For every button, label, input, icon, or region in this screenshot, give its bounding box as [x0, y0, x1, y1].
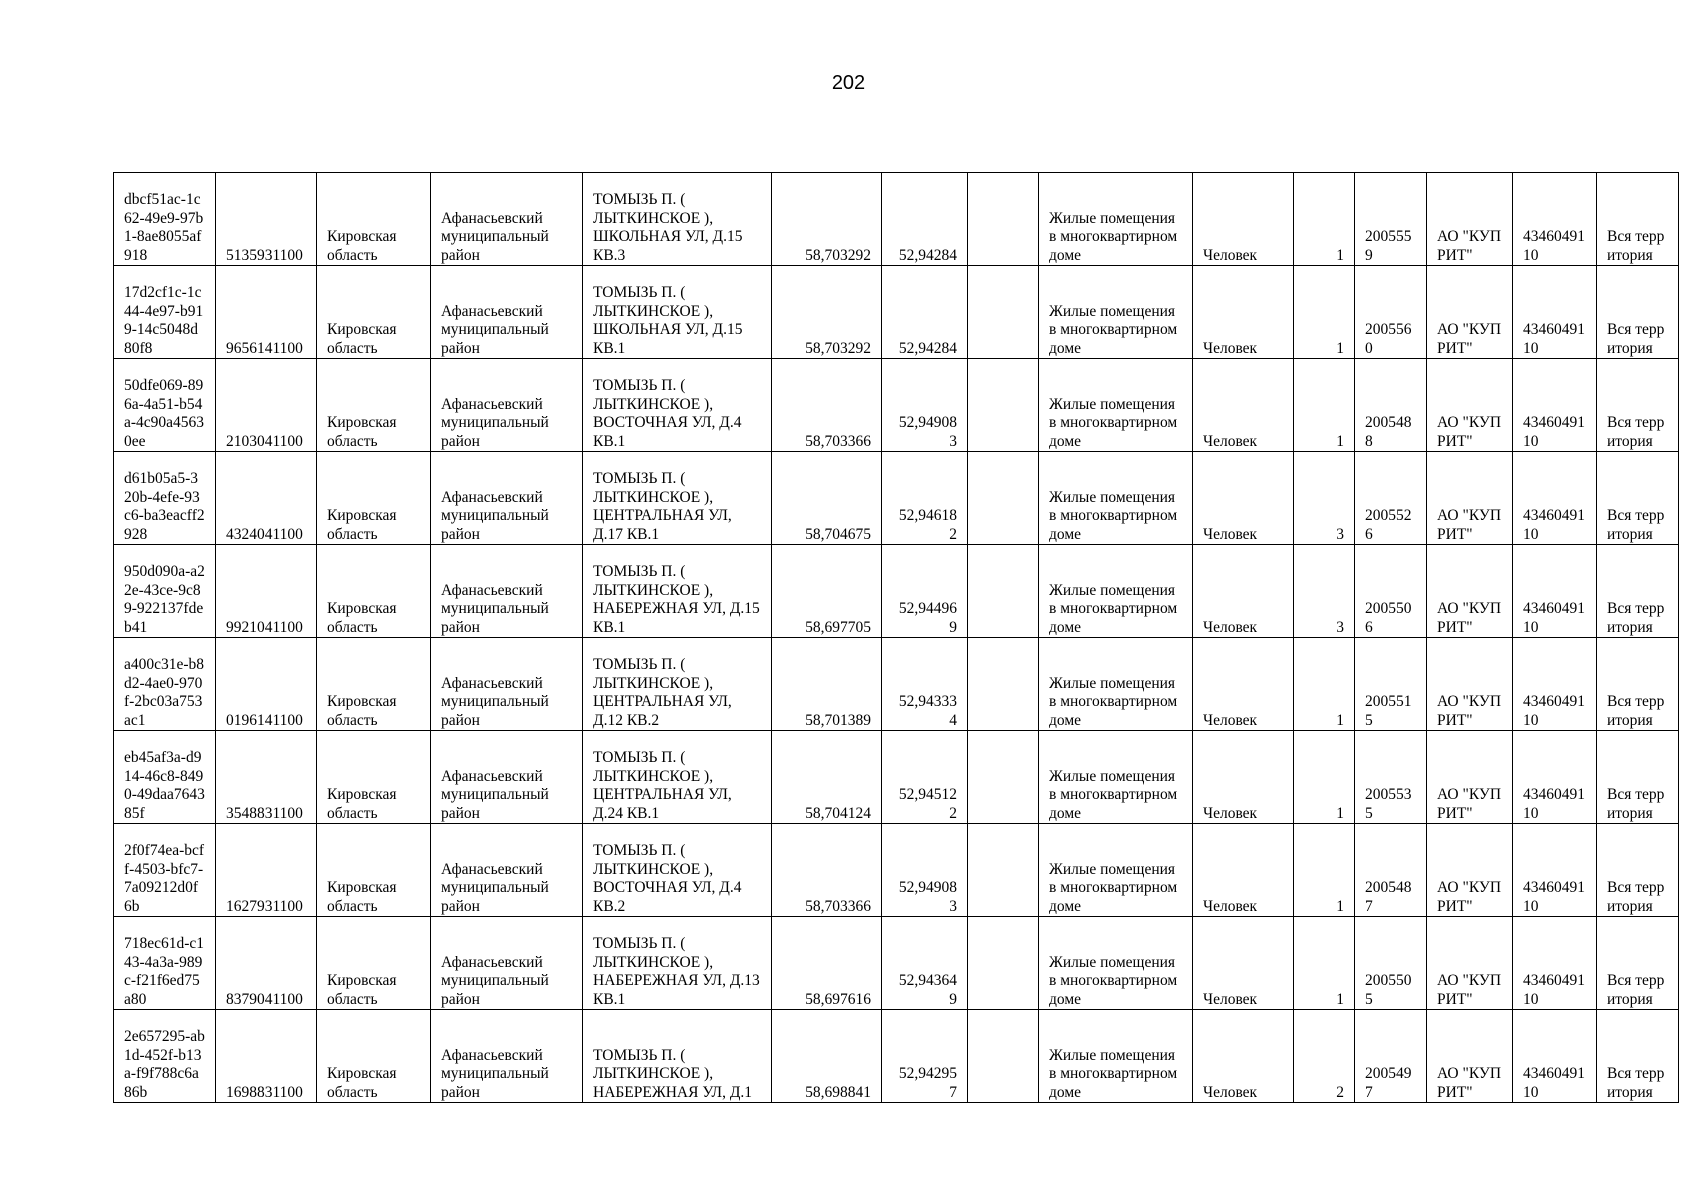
territory-cell: Вся территория: [1597, 731, 1679, 824]
id-cell: 2005560: [1355, 266, 1427, 359]
table-row: [114, 359, 1679, 452]
district-cell: Афанасьевский муниципальный район: [431, 917, 583, 1010]
address-cell: ТОМЫЗЬ П. ( ЛЫТКИНСКОЕ ), НАБЕРЕЖНАЯ УЛ, Д.15 КВ.1: [583, 545, 772, 638]
inn-cell: 4346049110: [1513, 917, 1597, 1010]
region-cell: Кировская область: [317, 452, 431, 545]
count-cell: 1: [1294, 173, 1355, 266]
region-cell: Кировская область: [317, 731, 431, 824]
code-cell: 8379041100: [216, 917, 317, 1010]
empty-cell: [968, 452, 1039, 545]
id-cell: 2005506: [1355, 545, 1427, 638]
id-cell: 2005488: [1355, 359, 1427, 452]
longitude-cell: 52,944969: [882, 545, 968, 638]
code-cell: 0196141100: [216, 638, 317, 731]
empty-cell: [968, 917, 1039, 1010]
longitude-cell: 52,945122: [882, 731, 968, 824]
unit-cell: Человек: [1193, 638, 1294, 731]
uuid-cell: d61b05a5-320b-4efe-93c6-ba3eacff2928: [114, 452, 216, 545]
code-cell: 9656141100: [216, 266, 317, 359]
id-cell: 2005559: [1355, 173, 1427, 266]
longitude-cell: 52,943334: [882, 638, 968, 731]
inn-cell: 4346049110: [1513, 452, 1597, 545]
organization-cell: АО "КУПРИТ": [1427, 1010, 1513, 1103]
empty-cell: [968, 731, 1039, 824]
address-cell: ТОМЫЗЬ П. ( ЛЫТКИНСКОЕ ), ШКОЛЬНАЯ УЛ, Д.15 КВ.3: [583, 173, 772, 266]
unit-cell: Человек: [1193, 359, 1294, 452]
count-cell: 1: [1294, 824, 1355, 917]
object-type-cell: Жилые помещения в многоквартирном доме: [1039, 173, 1193, 266]
organization-cell: АО "КУПРИТ": [1427, 917, 1513, 1010]
empty-cell: [968, 359, 1039, 452]
object-type-cell: Жилые помещения в многоквартирном доме: [1039, 731, 1193, 824]
region-cell: Кировская область: [317, 638, 431, 731]
inn-cell: 4346049110: [1513, 266, 1597, 359]
longitude-cell: 52,943649: [882, 917, 968, 1010]
district-cell: Афанасьевский муниципальный район: [431, 266, 583, 359]
organization-cell: АО "КУПРИТ": [1427, 731, 1513, 824]
latitude-cell: 58,697705: [772, 545, 882, 638]
code-cell: 1627931100: [216, 824, 317, 917]
district-cell: Афанасьевский муниципальный район: [431, 173, 583, 266]
inn-cell: 4346049110: [1513, 824, 1597, 917]
district-cell: Афанасьевский муниципальный район: [431, 359, 583, 452]
table-row: [114, 452, 1679, 545]
organization-cell: АО "КУПРИТ": [1427, 359, 1513, 452]
inn-cell: 4346049110: [1513, 638, 1597, 731]
address-cell: ТОМЫЗЬ П. ( ЛЫТКИНСКОЕ ), ЦЕНТРАЛЬНАЯ УЛ, Д.24 КВ.1: [583, 731, 772, 824]
registry-table: [113, 172, 1679, 1103]
latitude-cell: 58,704675: [772, 452, 882, 545]
region-cell: Кировская область: [317, 545, 431, 638]
region-cell: Кировская область: [317, 824, 431, 917]
region-cell: Кировская область: [317, 1010, 431, 1103]
count-cell: 3: [1294, 452, 1355, 545]
empty-cell: [968, 266, 1039, 359]
unit-cell: Человек: [1193, 173, 1294, 266]
count-cell: 3: [1294, 545, 1355, 638]
count-cell: 1: [1294, 917, 1355, 1010]
inn-cell: 4346049110: [1513, 545, 1597, 638]
inn-cell: 4346049110: [1513, 173, 1597, 266]
organization-cell: АО "КУПРИТ": [1427, 452, 1513, 545]
object-type-cell: Жилые помещения в многоквартирном доме: [1039, 917, 1193, 1010]
object-type-cell: Жилые помещения в многоквартирном доме: [1039, 266, 1193, 359]
table-row: [114, 638, 1679, 731]
address-cell: ТОМЫЗЬ П. ( ЛЫТКИНСКОЕ ), ШКОЛЬНАЯ УЛ, Д.15 КВ.1: [583, 266, 772, 359]
organization-cell: АО "КУПРИТ": [1427, 545, 1513, 638]
empty-cell: [968, 824, 1039, 917]
longitude-cell: 52,94284: [882, 173, 968, 266]
empty-cell: [968, 638, 1039, 731]
territory-cell: Вся территория: [1597, 917, 1679, 1010]
unit-cell: Человек: [1193, 545, 1294, 638]
territory-cell: Вся территория: [1597, 638, 1679, 731]
code-cell: 2103041100: [216, 359, 317, 452]
id-cell: 2005487: [1355, 824, 1427, 917]
table-row: [114, 824, 1679, 917]
object-type-cell: Жилые помещения в многоквартирном доме: [1039, 452, 1193, 545]
latitude-cell: 58,703292: [772, 266, 882, 359]
uuid-cell: 718ec61d-c143-4a3a-989c-f21f6ed75a80: [114, 917, 216, 1010]
uuid-cell: 2e657295-ab1d-452f-b13a-f9f788c6a86b: [114, 1010, 216, 1103]
unit-cell: Человек: [1193, 452, 1294, 545]
organization-cell: АО "КУПРИТ": [1427, 638, 1513, 731]
territory-cell: Вся территория: [1597, 266, 1679, 359]
longitude-cell: 52,942957: [882, 1010, 968, 1103]
inn-cell: 4346049110: [1513, 359, 1597, 452]
unit-cell: Человек: [1193, 1010, 1294, 1103]
id-cell: 2005505: [1355, 917, 1427, 1010]
uuid-cell: dbcf51ac-1c62-49e9-97b1-8ae8055af918: [114, 173, 216, 266]
id-cell: 2005497: [1355, 1010, 1427, 1103]
object-type-cell: Жилые помещения в многоквартирном доме: [1039, 359, 1193, 452]
table-row: [114, 917, 1679, 1010]
district-cell: Афанасьевский муниципальный район: [431, 731, 583, 824]
table-row: [114, 266, 1679, 359]
district-cell: Афанасьевский муниципальный район: [431, 452, 583, 545]
table-row: [114, 731, 1679, 824]
territory-cell: Вся территория: [1597, 452, 1679, 545]
empty-cell: [968, 173, 1039, 266]
latitude-cell: 58,703292: [772, 173, 882, 266]
longitude-cell: 52,949083: [882, 824, 968, 917]
unit-cell: Человек: [1193, 824, 1294, 917]
id-cell: 2005515: [1355, 638, 1427, 731]
id-cell: 2005526: [1355, 452, 1427, 545]
id-cell: 2005535: [1355, 731, 1427, 824]
unit-cell: Человек: [1193, 731, 1294, 824]
address-cell: ТОМЫЗЬ П. ( ЛЫТКИНСКОЕ ), ВОСТОЧНАЯ УЛ, Д.4 КВ.2: [583, 824, 772, 917]
longitude-cell: 52,949083: [882, 359, 968, 452]
object-type-cell: Жилые помещения в многоквартирном доме: [1039, 824, 1193, 917]
page-number: 202: [831, 72, 866, 94]
empty-cell: [968, 1010, 1039, 1103]
uuid-cell: 50dfe069-896a-4a51-b54a-4c90a45630ee: [114, 359, 216, 452]
longitude-cell: 52,94284: [882, 266, 968, 359]
district-cell: Афанасьевский муниципальный район: [431, 638, 583, 731]
inn-cell: 4346049110: [1513, 731, 1597, 824]
table-row: [114, 173, 1679, 266]
address-cell: ТОМЫЗЬ П. ( ЛЫТКИНСКОЕ ), ВОСТОЧНАЯ УЛ, Д.4 КВ.1: [583, 359, 772, 452]
latitude-cell: 58,704124: [772, 731, 882, 824]
uuid-cell: 2f0f74ea-bcff-4503-bfc7-7a09212d0f6b: [114, 824, 216, 917]
code-cell: 4324041100: [216, 452, 317, 545]
code-cell: 1698831100: [216, 1010, 317, 1103]
count-cell: 1: [1294, 359, 1355, 452]
region-cell: Кировская область: [317, 359, 431, 452]
latitude-cell: 58,703366: [772, 824, 882, 917]
table-row: [114, 1010, 1679, 1103]
organization-cell: АО "КУПРИТ": [1427, 173, 1513, 266]
latitude-cell: 58,703366: [772, 359, 882, 452]
territory-cell: Вся территория: [1597, 173, 1679, 266]
longitude-cell: 52,946182: [882, 452, 968, 545]
address-cell: ТОМЫЗЬ П. ( ЛЫТКИНСКОЕ ), НАБЕРЕЖНАЯ УЛ, Д.1: [583, 1010, 772, 1103]
empty-cell: [968, 545, 1039, 638]
uuid-cell: eb45af3a-d914-46c8-8490-49daa764385f: [114, 731, 216, 824]
object-type-cell: Жилые помещения в многоквартирном доме: [1039, 545, 1193, 638]
count-cell: 1: [1294, 266, 1355, 359]
table-row: [114, 545, 1679, 638]
latitude-cell: 58,697616: [772, 917, 882, 1010]
inn-cell: 4346049110: [1513, 1010, 1597, 1103]
address-cell: ТОМЫЗЬ П. ( ЛЫТКИНСКОЕ ), ЦЕНТРАЛЬНАЯ УЛ, Д.12 КВ.2: [583, 638, 772, 731]
latitude-cell: 58,698841: [772, 1010, 882, 1103]
code-cell: 5135931100: [216, 173, 317, 266]
uuid-cell: 950d090a-a22e-43ce-9c89-922137fdeb41: [114, 545, 216, 638]
organization-cell: АО "КУПРИТ": [1427, 266, 1513, 359]
latitude-cell: 58,701389: [772, 638, 882, 731]
object-type-cell: Жилые помещения в многоквартирном доме: [1039, 1010, 1193, 1103]
registry-body: [114, 173, 1679, 1103]
unit-cell: Человек: [1193, 917, 1294, 1010]
territory-cell: Вся территория: [1597, 824, 1679, 917]
district-cell: Афанасьевский муниципальный район: [431, 1010, 583, 1103]
organization-cell: АО "КУПРИТ": [1427, 824, 1513, 917]
region-cell: Кировская область: [317, 173, 431, 266]
address-cell: ТОМЫЗЬ П. ( ЛЫТКИНСКОЕ ), НАБЕРЕЖНАЯ УЛ, Д.13 КВ.1: [583, 917, 772, 1010]
territory-cell: Вся территория: [1597, 1010, 1679, 1103]
uuid-cell: 17d2cf1c-1c44-4e97-b919-14c5048d80f8: [114, 266, 216, 359]
code-cell: 3548831100: [216, 731, 317, 824]
uuid-cell: a400c31e-b8d2-4ae0-970f-2bc03a753ac1: [114, 638, 216, 731]
address-cell: ТОМЫЗЬ П. ( ЛЫТКИНСКОЕ ), ЦЕНТРАЛЬНАЯ УЛ, Д.17 КВ.1: [583, 452, 772, 545]
unit-cell: Человек: [1193, 266, 1294, 359]
region-cell: Кировская область: [317, 917, 431, 1010]
district-cell: Афанасьевский муниципальный район: [431, 545, 583, 638]
territory-cell: Вся территория: [1597, 545, 1679, 638]
count-cell: 1: [1294, 731, 1355, 824]
object-type-cell: Жилые помещения в многоквартирном доме: [1039, 638, 1193, 731]
district-cell: Афанасьевский муниципальный район: [431, 824, 583, 917]
count-cell: 2: [1294, 1010, 1355, 1103]
region-cell: Кировская область: [317, 266, 431, 359]
count-cell: 1: [1294, 638, 1355, 731]
code-cell: 9921041100: [216, 545, 317, 638]
territory-cell: Вся территория: [1597, 359, 1679, 452]
